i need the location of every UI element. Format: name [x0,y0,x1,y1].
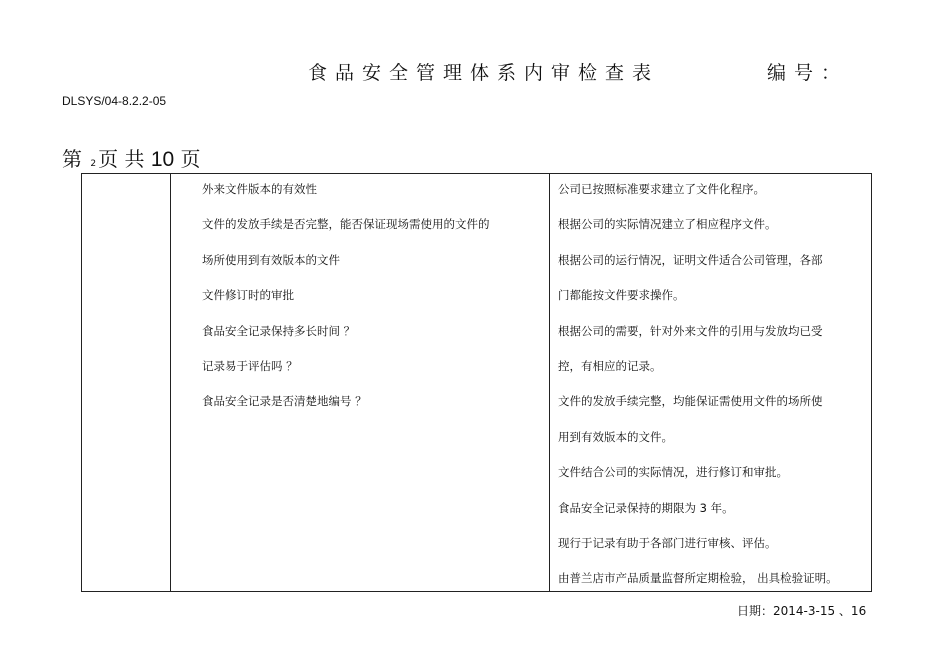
page-prefix: 第 [62,147,82,171]
result-line: 公司已按照标准要求建立了文件化程序。 [558,182,765,196]
result-line: 文件的发放手续完整，均能保证需使用文件的场所使 [558,394,823,409]
page-current: 2 [90,159,97,169]
result-line: 根据公司的需要，针对外来文件的引用与发放均已受 [558,323,823,338]
page-indicator [62,143,201,172]
page-suffix: 页 [180,147,201,171]
check-item: 记录易于评估吗 ？ [202,358,298,373]
result-line: 根据公司的实际情况建立了相应程序文件。 [558,217,777,232]
audit-results-column [558,174,838,599]
check-item: 食品安全记录是否清楚地编号 ？ [202,394,367,409]
result-line: 食品安全记录保持的期限为 3 年。 [558,500,734,515]
date-value: 2014-3-15 、16 [773,604,867,618]
result-line: 用到有效版本的文件。 [558,429,673,444]
result-line: 由普兰店市产品质量监督所定期检验， 出具检验证明。 [558,571,838,586]
result-line: 门都能按文件要求操作。 [558,288,685,303]
date-label: 日期： [737,604,774,618]
check-items-column [202,174,490,422]
serial-number-label: 编号： [767,62,849,84]
check-item: 场所使用到有效版本的文件 [202,252,340,267]
document-code: DLSYS/04-8.2.2-05 [62,94,167,108]
result-line: 控，有相应的记录。 [558,358,662,373]
check-item: 文件修订时的审批 [202,288,294,303]
result-line: 文件结合公司的实际情况，进行修订和审批。 [558,465,788,480]
checklist-table [81,173,872,592]
column-divider-2 [549,174,550,591]
result-line: 根据公司的运行情况，证明文件适合公司管理，各部 [558,252,823,267]
check-item: 食品安全记录保持多长时间 ？ [202,323,356,338]
check-item: 文件的发放手续是否完整，能否保证现场需使用的文件的 [202,217,490,232]
column-divider-1 [170,174,171,591]
form-title: 食品安全管理体系内审检查表 [308,62,660,84]
audit-date [737,602,866,619]
check-item: 外来文件版本的有效性 [202,182,317,196]
result-line: 现行于记录有助于各部门进行审核、评估。 [558,535,777,550]
page-total: 10 [150,148,175,171]
page-mid: 页 共 [98,147,145,171]
